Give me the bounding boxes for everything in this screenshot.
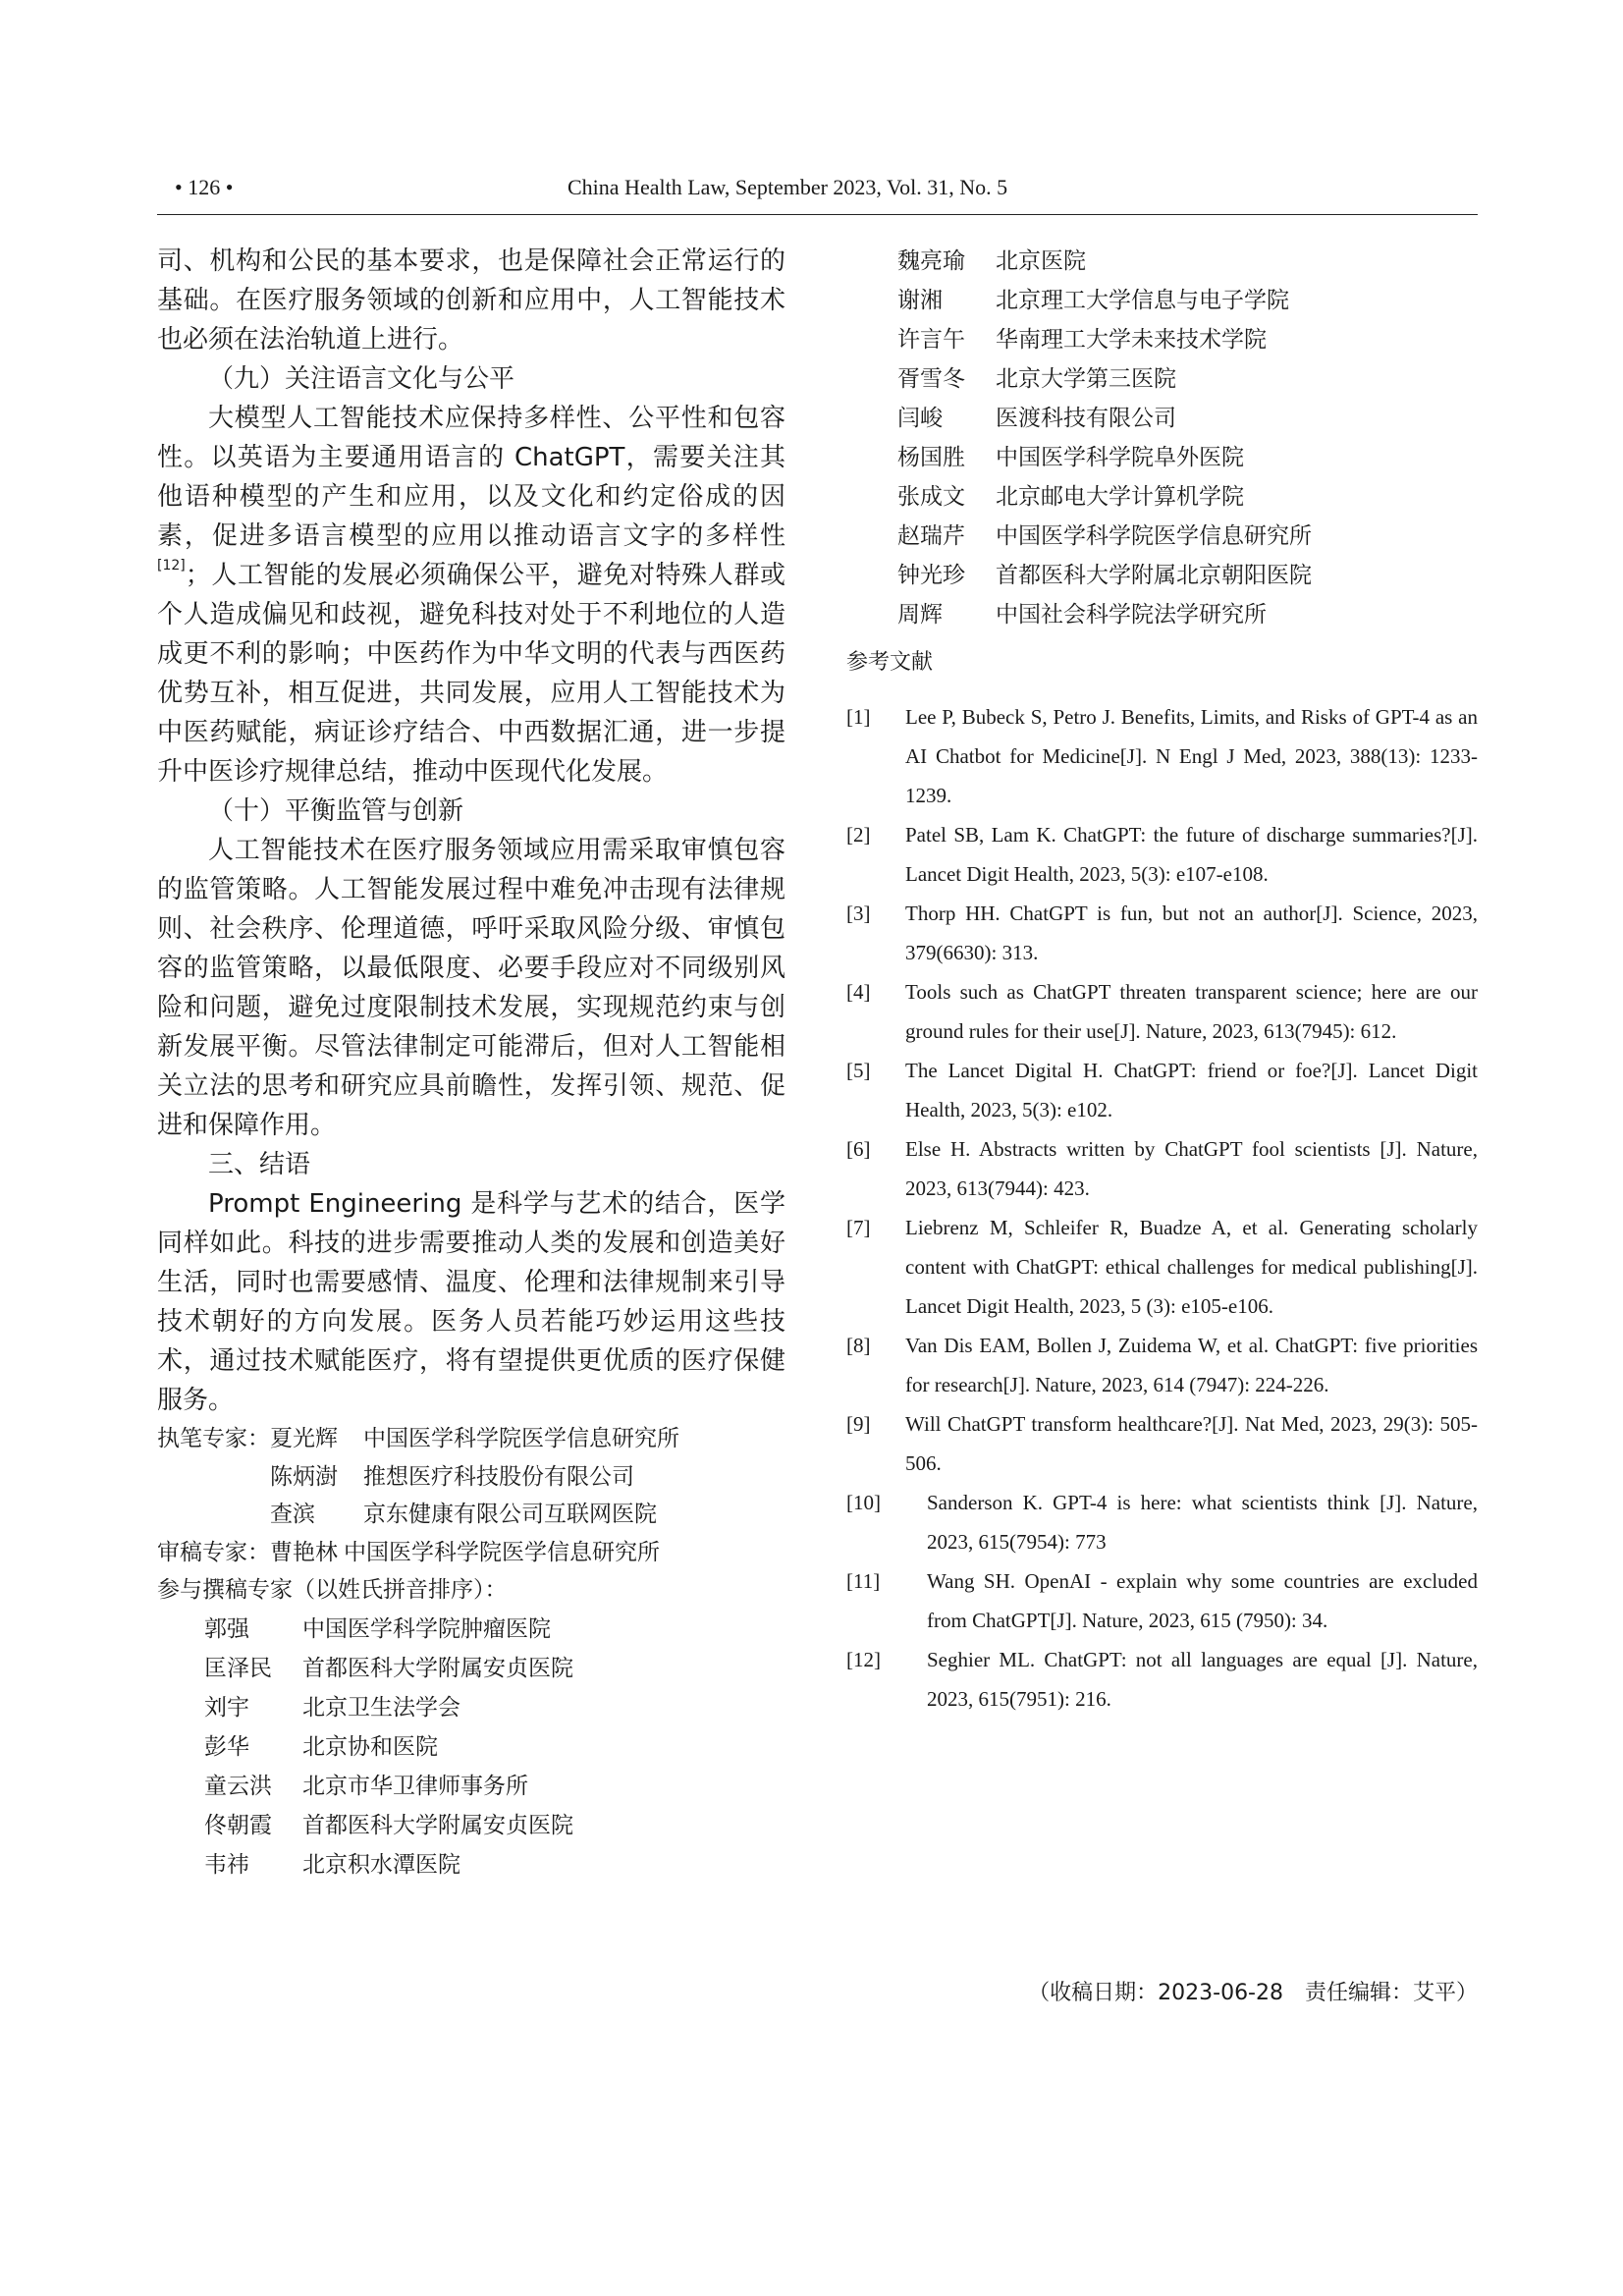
contributor-org: 首都医科大学附属安贞医院 — [302, 1812, 573, 1838]
reference-number: [12] — [846, 1648, 881, 1671]
header-rule — [157, 214, 1478, 215]
contributor-org: 首都医科大学附属安贞医院 — [302, 1655, 573, 1681]
contributor-row — [157, 1806, 785, 1845]
contributor-org: 北京邮电大学计算机学院 — [996, 484, 1244, 510]
contributor-name: 杨国胜 — [897, 445, 965, 470]
reference-number: [1] — [846, 705, 871, 729]
reference-number: [10] — [846, 1491, 881, 1514]
contributor-row — [157, 1688, 785, 1727]
contributor-row — [846, 399, 1478, 438]
reference-text: Patel SB, Lam K. ChatGPT: the future of discharge summaries?[J]. Lancet Digit Health, 2023, 5(3): e107-e108. — [905, 823, 1478, 886]
contributor-row — [846, 281, 1478, 320]
submission-note: （收稿日期：2023-06-28 责任编辑：艾平） — [1028, 1981, 1478, 2005]
paragraph-regulation: 人工智能技术在医疗服务领域应用需采取审慎包容的监管策略。人工智能发展过程中难免冲击现有法律规则、社会秩序、伦理道德，呼吁采取风险分级、审慎包容的监管策略，以最低限度、必要手段应对不同级别风险和问题，避免过度限制技术发展，实现规范约束与创新发展平衡。尽管法律制定可能滞后，但对人工智能相关立法的思考和研究应具前瞻性，发挥引领、规范、促进和保障作用。 — [157, 836, 785, 1140]
contributor-name: 韦祎 — [204, 1851, 249, 1878]
writer-name: 查滨 — [270, 1502, 315, 1527]
section-heading-9: （九）关注语言文化与公平 — [208, 364, 515, 394]
reference-text: Liebrenz M, Schleifer R, Buadze A, et al. Generating scholarly content with ChatGPT: ethical challenges for medical publishing[J]. Lancet Digit Health, 2023, 5 (3): e105-e106. — [905, 1216, 1478, 1318]
contributor-org: 华南理工大学未来技术学院 — [996, 327, 1267, 353]
contributor-name: 闫峻 — [897, 406, 943, 431]
contributor-name: 郭强 — [204, 1615, 249, 1642]
reference-item — [846, 1051, 1478, 1129]
writer-org: 京东健康有限公司互联网医院 — [363, 1502, 657, 1527]
contributors-heading-row — [157, 1571, 785, 1610]
contributor-name: 胥雪冬 — [897, 366, 965, 392]
reference-text: Lee P, Bubeck S, Petro J. Benefits, Limits, and Risks of GPT-4 as an AI Chatbot for Medicine[J]. N Engl J Med, 2023, 388(13): 1233-1239. — [905, 705, 1478, 807]
contributor-row — [157, 1767, 785, 1806]
reference-item — [846, 1483, 1478, 1561]
contributor-row — [157, 1727, 785, 1767]
contributor-name: 佟朝霞 — [204, 1812, 272, 1838]
reference-item — [846, 972, 1478, 1051]
contributors-label: 参与撰稿专家（以姓氏拼音排序）： — [157, 1577, 508, 1603]
contributor-row — [846, 517, 1478, 556]
writer-row — [157, 1496, 785, 1534]
reference-item — [846, 1561, 1478, 1640]
paragraph-conclusion: Prompt Engineering 是科学与艺术的结合，医学同样如此。科技的进步需要推动人类的发展和创造美好生活，同时也需要感情、温度、伦理和法律规制来引导技术朝好的方向发展。医务人员若能巧妙运用这些技术，通过技术赋能医疗，将有望提供更优质的医疗保健服务。 — [157, 1189, 785, 1415]
expert-list — [157, 1420, 785, 1885]
reviewer-row — [157, 1534, 785, 1572]
contributor-org: 中国医学科学院医学信息研究所 — [996, 523, 1312, 549]
reference-text: Tools such as ChatGPT threaten transparent science; here are our ground rules for their use[J]. Nature, 2023, 613(7945): 612. — [905, 980, 1478, 1043]
reference-number: [4] — [846, 980, 871, 1004]
reference-number: [2] — [846, 823, 871, 847]
reference-number: [7] — [846, 1216, 871, 1239]
reference-item — [846, 1404, 1478, 1483]
section-heading-10: （十）平衡监管与创新 — [208, 796, 464, 826]
contributor-row — [846, 242, 1478, 281]
contributor-name: 童云洪 — [204, 1773, 272, 1799]
section-heading-conclusion: 三、结语 — [208, 1150, 311, 1179]
writer-name: 夏光辉 — [270, 1426, 338, 1451]
reference-item — [846, 697, 1478, 815]
reviewer-org: 中国医学科学院医学信息研究所 — [344, 1539, 660, 1565]
contributor-org: 北京理工大学信息与电子学院 — [996, 288, 1289, 313]
contributor-org: 北京大学第三医院 — [996, 366, 1176, 392]
reference-text: Else H. Abstracts written by ChatGPT fool scientists [J]. Nature, 2023, 613(7944): 423. — [905, 1137, 1478, 1200]
reference-number: [5] — [846, 1059, 871, 1082]
contributor-row — [157, 1845, 785, 1885]
paragraph-language-culture — [157, 399, 785, 792]
reference-text: Wang SH. OpenAI - explain why some countries are excluded from ChatGPT[J]. Nature, 2023, 615 (7950): 34. — [927, 1569, 1478, 1632]
contributor-org: 北京积水潭医院 — [302, 1851, 460, 1878]
reference-text: Sanderson K. GPT-4 is here: what scientists think [J]. Nature, 2023, 615(7954): 773 — [927, 1491, 1478, 1554]
reference-number: [6] — [846, 1137, 871, 1161]
reviewer-name: 曹艳林 — [270, 1539, 338, 1565]
writers-label: 执笔专家： — [157, 1426, 270, 1451]
left-column — [157, 242, 785, 1885]
contributor-row — [846, 320, 1478, 359]
contributor-name: 张成文 — [897, 484, 965, 510]
contributor-name: 刘宇 — [204, 1694, 249, 1721]
writer-row — [157, 1458, 785, 1497]
reference-item — [846, 815, 1478, 894]
reference-text: Seghier ML. ChatGPT: not all languages are equal [J]. Nature, 2023, 615(7951): 216. — [927, 1648, 1478, 1711]
contributor-org: 北京协和医院 — [302, 1733, 438, 1760]
reference-item — [846, 1129, 1478, 1208]
writer-org: 推想医疗科技股份有限公司 — [363, 1463, 634, 1490]
reference-number: [8] — [846, 1334, 871, 1357]
running-header — [157, 175, 1478, 210]
reference-number: [11] — [846, 1569, 881, 1593]
contributor-org: 首都医科大学附属北京朝阳医院 — [996, 563, 1312, 588]
contributor-org: 中国医学科学院阜外医院 — [996, 445, 1244, 470]
reference-item — [846, 1208, 1478, 1326]
contributor-name: 周辉 — [897, 602, 943, 628]
contributor-org: 北京卫生法学会 — [302, 1694, 460, 1721]
reference-number: [3] — [846, 902, 871, 925]
contributor-org: 医渡科技有限公司 — [996, 406, 1176, 431]
reference-item — [846, 1640, 1478, 1719]
paragraph-continuation: 司、机构和公民的基本要求，也是保障社会正常运行的基础。在医疗服务领域的创新和应用中，人工智能技术也必须在法治轨道上进行。 — [157, 246, 785, 355]
reference-text: Van Dis EAM, Bollen J, Zuidema W, et al. ChatGPT: five priorities for research[J]. Nature, 2023, 614 (7947): 224-226. — [905, 1334, 1478, 1396]
citation-marker[interactable]: [12] — [157, 558, 186, 574]
journal-citation: China Health Law, September 2023, Vol. 31, No. 5 — [568, 175, 1008, 199]
contributor-row — [846, 438, 1478, 477]
contributor-name: 钟光珍 — [897, 563, 965, 588]
right-column — [846, 242, 1478, 1719]
page-number: • 126 • — [175, 175, 234, 199]
contributor-row — [846, 477, 1478, 517]
contributor-row — [846, 556, 1478, 595]
reference-item — [846, 894, 1478, 972]
writer-name: 陈炳澍 — [270, 1463, 338, 1490]
paragraph-language-culture-part1: 大模型人工智能技术应保持多样性、公平性和包容性。以英语为主要通用语言的 ChatGPT，需要关注其他语种模型的产生和应用，以及文化和约定俗成的因素，促进多语言模型的应用以推动语言文字的多样性 — [157, 404, 785, 551]
reviewer-label: 审稿专家： — [157, 1539, 270, 1565]
reference-text: Thorp HH. ChatGPT is fun, but not an author[J]. Science, 2023, 379(6630): 313. — [905, 902, 1478, 964]
references-heading: 参考文献 — [846, 650, 934, 675]
contributor-row — [846, 595, 1478, 634]
contributor-row — [846, 359, 1478, 399]
contributor-row — [157, 1649, 785, 1688]
writer-row — [157, 1420, 785, 1458]
reference-text: The Lancet Digital H. ChatGPT: friend or foe?[J]. Lancet Digit Health, 2023, 5(3): e102. — [905, 1059, 1478, 1121]
contributor-org: 北京医院 — [996, 248, 1086, 274]
reference-number: [9] — [846, 1412, 871, 1436]
contributor-org: 中国社会科学院法学研究所 — [996, 602, 1267, 628]
contributor-name: 匡泽民 — [204, 1655, 272, 1681]
contributor-name: 魏亮瑜 — [897, 248, 965, 274]
contributor-name: 赵瑞芹 — [897, 523, 965, 549]
paragraph-language-culture-part2: ；人工智能的发展必须确保公平，避免对特殊人群或个人造成偏见和歧视，避免科技对处于不利地位的人造成更不利的影响；中医药作为中华文明的代表与西医药优势互补，相互促进，共同发展，应用人工智能技术为中医药赋能，病证诊疗结合、中西数据汇通，进一步提升中医诊疗规律总结，推动中医现代化发展。 — [157, 561, 785, 787]
contributor-org: 中国医学科学院肿瘤医院 — [302, 1615, 551, 1642]
contributor-org: 北京市华卫律师事务所 — [302, 1773, 528, 1799]
reference-text: Will ChatGPT transform healthcare?[J]. Nat Med, 2023, 29(3): 505-506. — [905, 1412, 1478, 1475]
contributor-name: 彭华 — [204, 1733, 249, 1760]
reference-item — [846, 1326, 1478, 1404]
contributor-name: 许言午 — [897, 327, 965, 353]
writer-org: 中国医学科学院医学信息研究所 — [363, 1426, 679, 1451]
contributor-name: 谢湘 — [897, 288, 943, 313]
contributor-row — [157, 1610, 785, 1649]
